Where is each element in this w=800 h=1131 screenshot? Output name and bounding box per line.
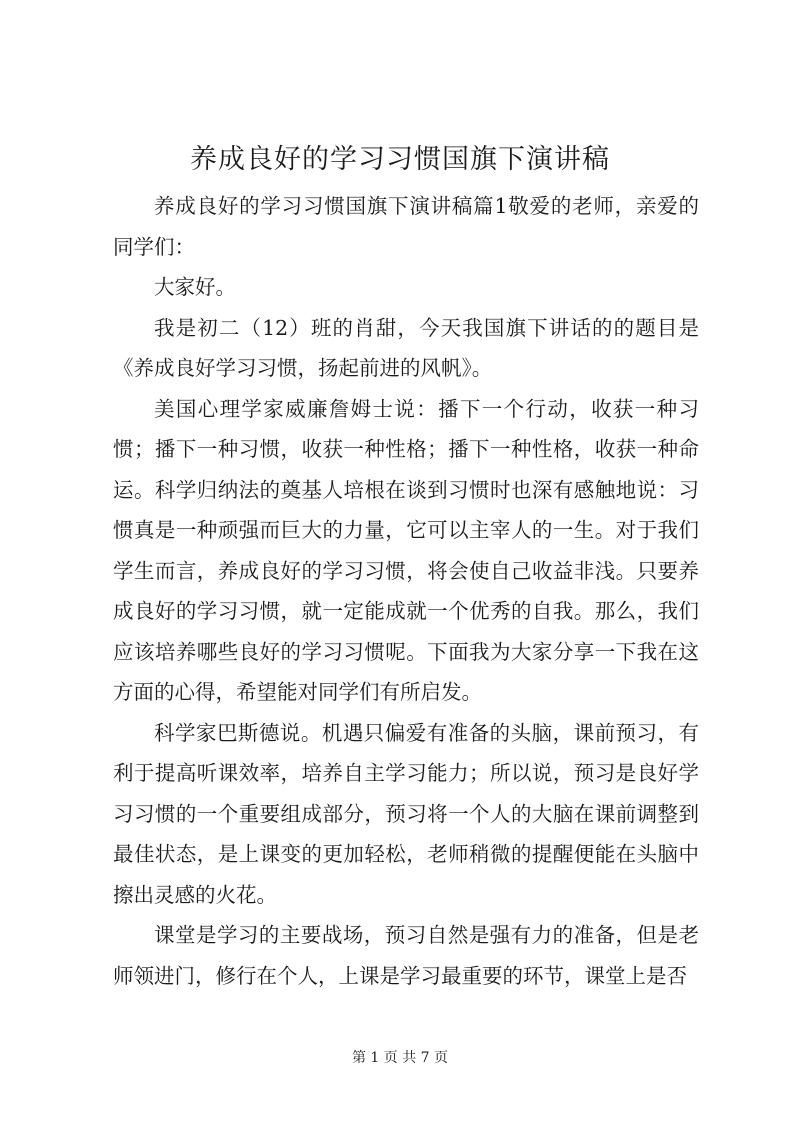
page-number-footer: 第 1 页 共 7 页 xyxy=(351,1050,449,1066)
paragraph-habits-quote: 美国心理学家威廉詹姆士说：播下一个行动，收获一种习惯；播下一种习惯，收获一种性格；播下一种性格，收获一种命运。科学归纳法的奠基人培根在谈到习惯时也深有感触地说：习惯真是一种顽强而巨大的力量，它可以主宰人的一生。对于我们学生而言，养成良好的学习习惯，将会使自己收益非浅。只要养成良好的学习习惯，就一定能成就一个优秀的自我。那么，我们应该培养哪些良好的学习习惯呢。下面我为大家分享一下我在这方面的心得，希望能对同学们有所启发。 xyxy=(113,396,699,704)
paragraph-intro: 我是初二（12）班的肖甜，今天我国旗下讲话的的题目是《养成良好学习习惯，扬起前进的风帆》。 xyxy=(113,315,699,380)
paragraph-classroom: 课堂是学习的主要战场，预习自然是强有力的准备，但是老师领进门，修行在个人，上课是学习最重要的环节，课堂上是否 xyxy=(113,923,699,988)
paragraph-greeting-line: 养成良好的学习习惯国旗下演讲稿篇1敬爱的老师，亲爱的同学们： xyxy=(113,194,699,259)
paragraph-preview: 科学家巴斯德说。机遇只偏爱有准备的头脑，课前预习，有利于提高听课效率，培养自主学习能力；所以说，预习是良好学习习惯的一个重要组成部分，预习将一个人的大脑在课前调整到最佳状态，是上课变的更加轻松，老师稍微的提醒便能在头脑中擦出灵感的火花。 xyxy=(113,720,699,907)
paragraph-hello: 大家好。 xyxy=(154,275,236,299)
document-body xyxy=(113,186,699,996)
document-title: 养成良好的学习习惯国旗下演讲稿 xyxy=(190,144,610,175)
